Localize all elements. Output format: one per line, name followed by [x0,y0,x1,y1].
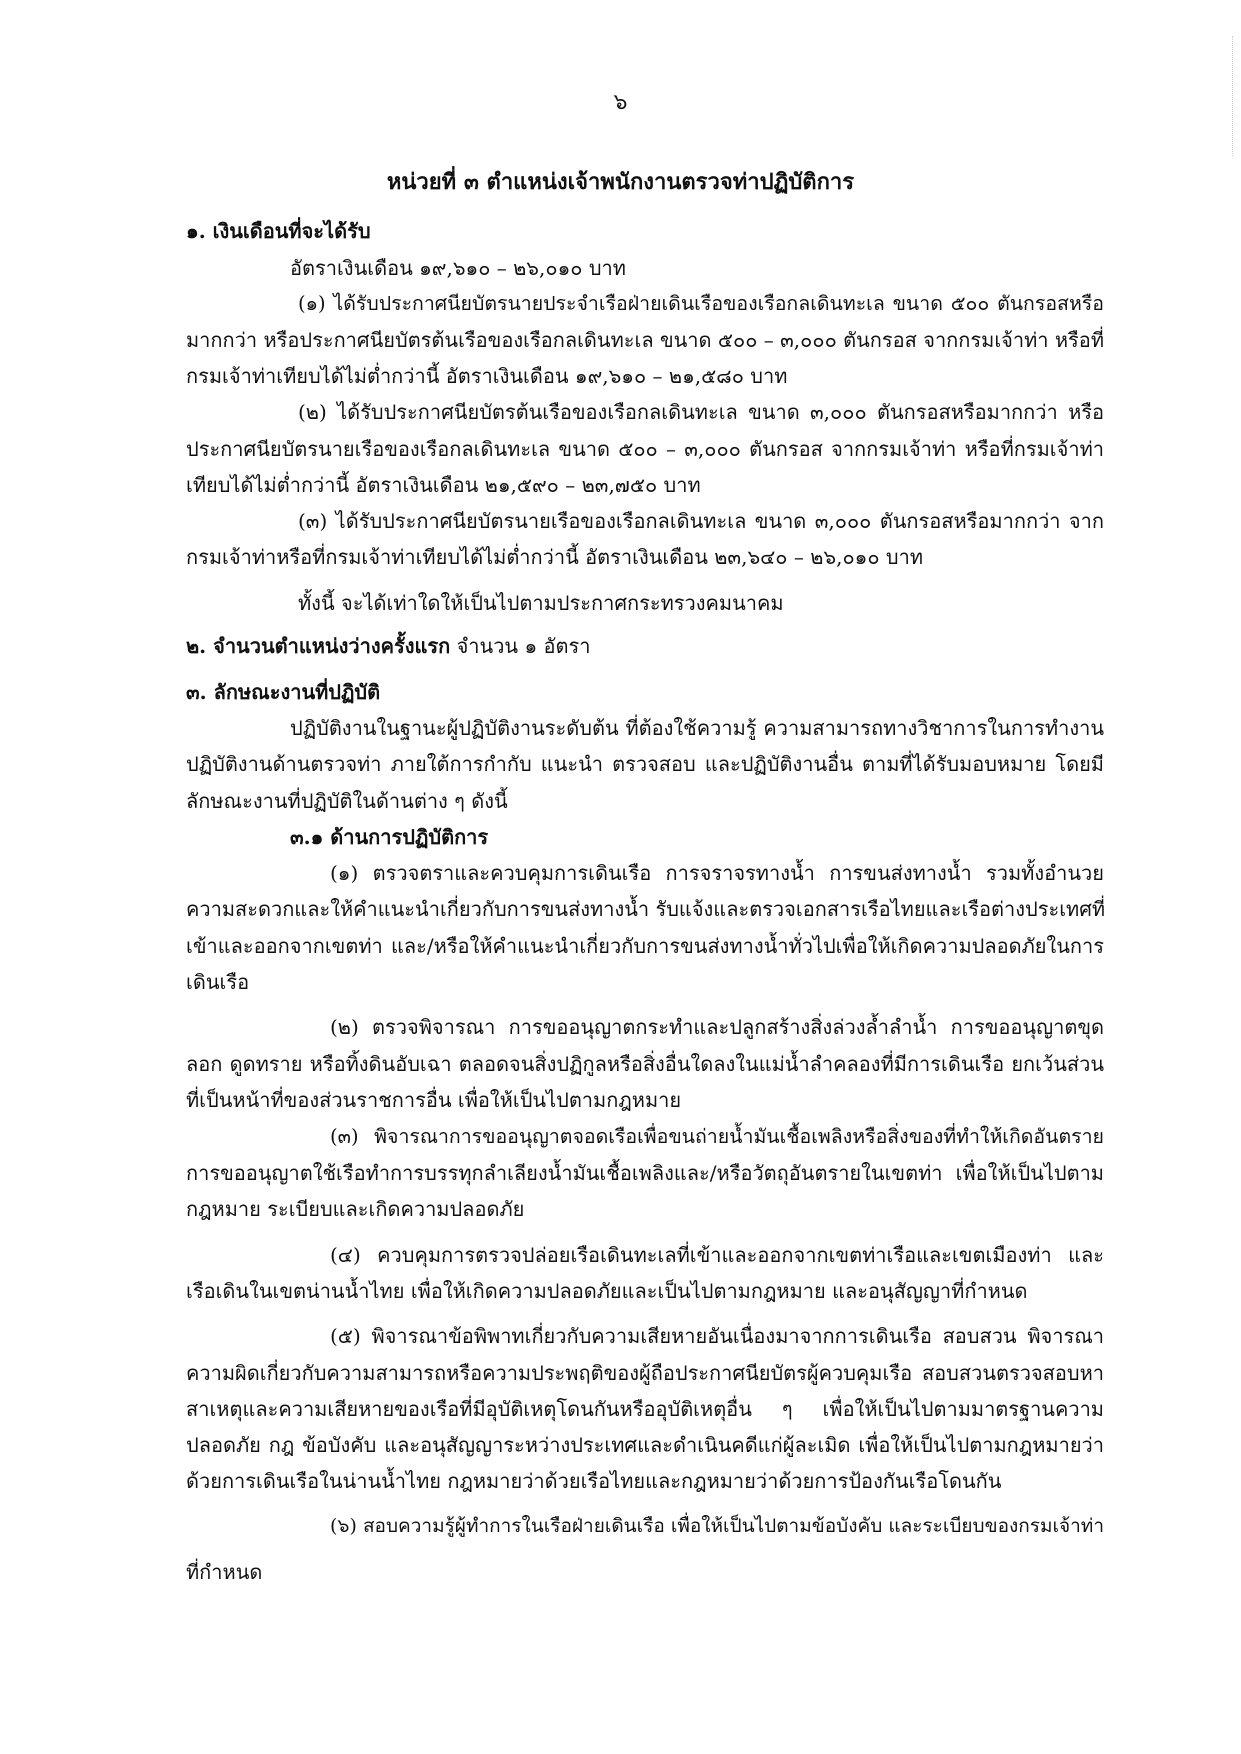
salary-item-1-line-3: กรมเจ้าท่าเทียบได้ไม่ต่ำกว่านี้ อัตราเงินเดือน ๑๙,๖๑๐ – ๒๑,๕๘๐ บาท [186,364,788,388]
section-3-intro-line-3: ลักษณะงานที่ปฏิบัติในด้านต่าง ๆ ดังนี้ [186,789,508,813]
salary-item-2-line-1: (๒) ได้รับประกาศนียบัตรต้นเรือของเรือกลเดินทะเล ขนาด ๓,๐๐๐ ตันกรอสหรือมากกว่า หรือ [298,400,1105,424]
section-2 [186,634,590,659]
salary-note: ทั้งนี้ จะได้เท่าใดให้เป็นไปตามประกาศกระทรวงคมนาคม [298,591,784,615]
duty-5-line-3: สาเหตุและความเสียหายของเรือที่มีอุบัติเหตุโดนกันหรืออุบัติเหตุอื่น ๆ เพื่อให้เป็นไปตามมาตรฐานความ [186,1397,1104,1421]
salary-item-2-line-2: ประกาศนียบัตรนายเรือของเรือกลเดินทะเล ขนาด ๕๐๐ – ๓,๐๐๐ ตันกรอส จากกรมเจ้าท่า หรือที่กรมเจ้าท่า [186,437,1104,461]
section-3-1-heading: ๓.๑ ด้านการปฏิบัติการ [290,825,489,849]
duty-1-line-2: ความสะดวกและให้คำแนะนำเกี่ยวกับการขนส่งทางน้ำ รับแจ้งและตรวจเอกสารเรือไทยและเรือต่างประเทศที่ [186,897,1106,921]
salary-item-1-line-2: มากกว่า หรือประกาศนียบัตรต้นเรือของเรือกลเดินทะเล ขนาด ๕๐๐ – ๓,๐๐๐ ตันกรอส จากกรมเจ้าท่า หรือที่ [186,328,1104,352]
salary-item-3-line-1: (๓) ได้รับประกาศนียบัตรนายเรือของเรือกลเดินทะเล ขนาด ๓,๐๐๐ ตันกรอสหรือมากกว่า จาก [298,509,1104,533]
duty-1-line-4: เดินเรือ [186,970,250,994]
duty-3-line-1: (๓) พิจารณาการขออนุญาตจอดเรือเพื่อขนถ่ายน้ำมันเชื้อเพลิงหรือสิ่งของที่ทำให้เกิดอันตราย [330,1125,1104,1148]
duty-5-line-4: ปลอดภัย กฎ ข้อบังคับ และอนุสัญญาระหว่างประเทศและดำเนินคดีแก่ผู้ละเมิด เพื่อให้เป็นไปตามกฎหมายว่า [186,1433,1104,1457]
duty-1-line-3: เข้าและออกจากเขตท่า และ/หรือให้คำแนะนำเกี่ยวกับการขนส่งทางน้ำทั่วไปเพื่อให้เกิดความปลอดภัยในการ [186,934,1104,958]
salary-rate: อัตราเงินเดือน ๑๙,๖๑๐ – ๒๖,๐๑๐ บาท [290,256,626,280]
duty-4-line-1: (๔) ควบคุมการตรวจปล่อยเรือเดินทะเลที่เข้าและออกจากเขตท่าเรือและเขตเมืองท่า และ [330,1243,1104,1267]
duty-6-line-2: ที่กำหนด [186,1560,263,1584]
duty-1-line-1: (๑) ตรวจตราและควบคุมการเดินเรือ การจราจรทางน้ำ การขนส่งทางน้ำ รวมทั้งอำนวย [330,861,1104,885]
duty-3-line-3: กฎหมาย ระเบียบและเกิดความปลอดภัย [186,1197,525,1221]
section-3-heading: ๓. ลักษณะงานที่ปฏิบัติ [186,680,381,704]
salary-item-1-line-1: (๑) ได้รับประกาศนียบัตรนายประจำเรือฝ่ายเดินเรือของเรือกลเดินทะเล ขนาด ๕๐๐ ตันกรอสหรือ [298,292,1104,315]
page-number: ๖ [613,90,628,115]
salary-item-3-line-2: กรมเจ้าท่าหรือที่กรมเจ้าท่าเทียบได้ไม่ต่ำกว่านี้ อัตราเงินเดือน ๒๓,๖๔๐ – ๒๖,๐๑๐ บาท [186,545,924,569]
duty-2-line-1: (๒) ตรวจพิจารณา การขออนุญาตกระทำและปลูกสร้างสิ่งล่วงล้ำลำน้ำ การขออนุญาตขุด [330,1015,1104,1039]
section-2-heading: ๒. จำนวนตำแหน่งว่างครั้งแรก [186,634,451,658]
duty-2-line-3: ที่เป็นหน้าที่ของส่วนราชการอื่น เพื่อให้เป็นไปตามกฎหมาย [186,1088,682,1112]
duty-5-line-1: (๕) พิจารณาข้อพิพาทเกี่ยวกับความเสียหายอันเนื่องมาจากการเดินเรือ สอบสวน พิจารณา [330,1324,1104,1348]
duty-5-line-2: ความผิดเกี่ยวกับความสามารถหรือความประพฤติของผู้ถือประกาศนียบัตรผู้ควบคุมเรือ สอบสวนตรวจสอบหา [186,1361,1104,1385]
duty-2-line-2: ลอก ดูดทราย หรือทิ้งดินอับเฉา ตลอดจนสิ่งปฏิกูลหรือสิ่งอื่นใดลงในแม่น้ำลำคลองที่มีการเดินเรือ ยกเว้นส่วน [186,1052,1104,1076]
section-3-intro-line-2: ปฏิบัติงานด้านตรวจท่า ภายใต้การกำกับ แนะนำ ตรวจสอบ และปฏิบัติงานอื่น ตามที่ได้รับมอบหมาย โดยมี [186,752,1104,776]
salary-item-2-line-3: เทียบได้ไม่ต่ำกว่านี้ อัตราเงินเดือน ๒๑,๕๙๐ – ๒๓,๗๕๐ บาท [186,473,701,497]
section-3-intro-line-1: ปฏิบัติงานในฐานะผู้ปฏิบัติงานระดับต้น ที่ต้องใช้ความรู้ ความสามารถทางวิชาการในการทำงาน [290,716,1104,740]
duty-6-line-1: (๖) สอบความรู้ผู้ทำการในเรือฝ่ายเดินเรือ เพื่อให้เป็นไปตามข้อบังคับ และระเบียบของกรมเจ้าท่า [330,1515,1104,1537]
section-1-heading: ๑. เงินเดือนที่จะได้รับ [186,219,371,243]
page-title: หน่วยที่ ๓ ตำแหน่งเจ้าพนักงานตรวจท่าปฏิบัติการ [386,169,855,195]
duty-5-line-5: ด้วยการเดินเรือในน่านน้ำไทย กฎหมายว่าด้วยเรือไทยและกฎหมายว่าด้วยการป้องกันเรือโดนกัน [186,1469,1002,1493]
section-2-value: จำนวน ๑ อัตรา [456,634,591,658]
duty-4-line-2: เรือเดินในเขตน่านน้ำไทย เพื่อให้เกิดความปลอดภัยและเป็นไปตามกฎหมาย และอนุสัญญาที่กำหนด [186,1279,1028,1303]
duty-3-line-2: การขออนุญาตใช้เรือทำการบรรทุกลำเลียงน้ำมันเชื้อเพลิงและ/หรือวัตถุอันตรายในเขตท่า เพื่อให้เป็นไปตาม [186,1161,1104,1185]
